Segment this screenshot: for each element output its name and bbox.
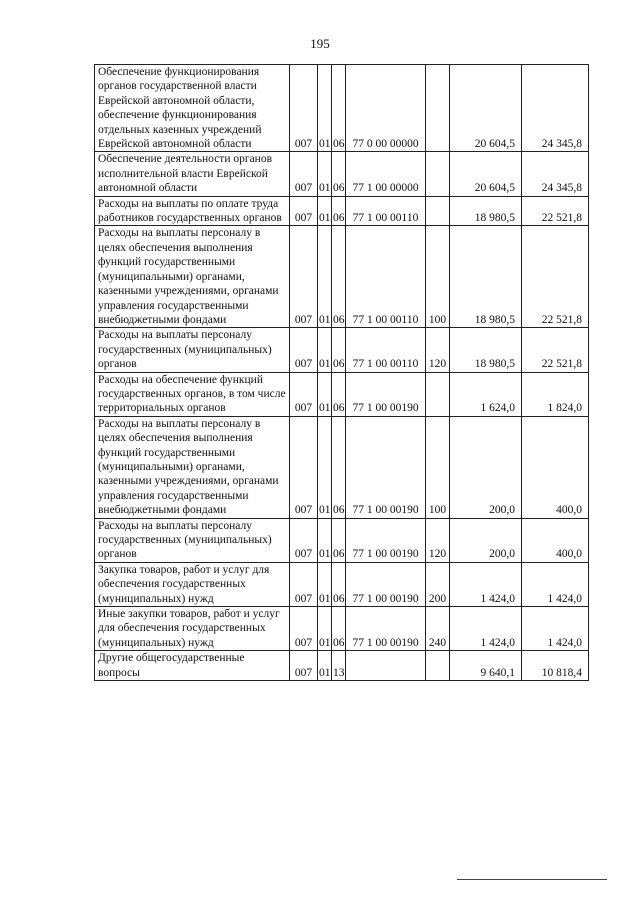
expense-type-code xyxy=(426,152,450,196)
table-row xyxy=(95,607,589,651)
subsection-code: 06 xyxy=(332,562,346,606)
amount-year-2: 22 521,8 xyxy=(522,196,589,226)
expense-type-code: 120 xyxy=(426,518,450,562)
amount-year-1: 1 424,0 xyxy=(450,607,522,651)
amount-year-1: 200,0 xyxy=(450,416,522,518)
expense-type-code xyxy=(426,372,450,416)
target-article-code: 77 1 00 00190 xyxy=(346,372,426,416)
table-row xyxy=(95,226,589,328)
table-row xyxy=(95,518,589,562)
subsection-code: 06 xyxy=(332,518,346,562)
subsection-code: 13 xyxy=(332,651,346,681)
table-row xyxy=(95,196,589,226)
subsection-code: 06 xyxy=(332,226,346,328)
subsection-code: 06 xyxy=(332,65,346,152)
target-article-code: 77 1 00 00190 xyxy=(346,607,426,651)
subsection-code: 06 xyxy=(332,372,346,416)
amount-year-2: 24 345,8 xyxy=(522,152,589,196)
amount-year-1: 1 624,0 xyxy=(450,372,522,416)
row-name: Расходы на выплаты персоналу государственных (муниципальных) органов xyxy=(95,518,290,562)
ministry-code: 007 xyxy=(290,372,318,416)
ministry-code: 007 xyxy=(290,416,318,518)
amount-year-1: 20 604,5 xyxy=(450,65,522,152)
ministry-code: 007 xyxy=(290,226,318,328)
row-name: Другие общегосударственные вопросы xyxy=(95,651,290,681)
target-article-code: 77 1 00 00190 xyxy=(346,562,426,606)
table-row xyxy=(95,562,589,606)
section-code: 01 xyxy=(318,372,332,416)
expense-type-code: 200 xyxy=(426,562,450,606)
ministry-code: 007 xyxy=(290,196,318,226)
section-code: 01 xyxy=(318,226,332,328)
target-article-code: 77 1 00 00000 xyxy=(346,152,426,196)
subsection-code: 06 xyxy=(332,152,346,196)
target-article-code: 77 1 00 00190 xyxy=(346,416,426,518)
amount-year-2: 10 818,4 xyxy=(522,651,589,681)
table-row xyxy=(95,65,589,152)
expense-type-code: 120 xyxy=(426,328,450,372)
ministry-code: 007 xyxy=(290,607,318,651)
ministry-code: 007 xyxy=(290,328,318,372)
section-code: 01 xyxy=(318,651,332,681)
expense-type-code xyxy=(426,65,450,152)
ministry-code: 007 xyxy=(290,518,318,562)
amount-year-2: 22 521,8 xyxy=(522,328,589,372)
expense-type-code xyxy=(426,651,450,681)
section-code: 01 xyxy=(318,152,332,196)
amount-year-1: 20 604,5 xyxy=(450,152,522,196)
ministry-code: 007 xyxy=(290,651,318,681)
expense-type-code: 100 xyxy=(426,226,450,328)
row-name: Закупка товаров, работ и услуг для обеспечения государственных (муниципальных) нужд xyxy=(95,562,290,606)
row-name: Расходы на выплаты персоналу в целях обеспечения выполнения функций государственными (муниципальными) органами, казенными учреждениями, органами управления государственными внебюджетными фондами xyxy=(95,226,290,328)
expense-type-code xyxy=(426,196,450,226)
row-name: Иные закупки товаров, работ и услуг для обеспечения государственных (муниципальных) нужд xyxy=(95,607,290,651)
subsection-code: 06 xyxy=(332,328,346,372)
amount-year-1: 1 424,0 xyxy=(450,562,522,606)
section-code: 01 xyxy=(318,65,332,152)
row-name: Обеспечение деятельности органов исполнительной власти Еврейской автономной области xyxy=(95,152,290,196)
expense-type-code: 240 xyxy=(426,607,450,651)
row-name: Расходы на выплаты персоналу государственных (муниципальных) органов xyxy=(95,328,290,372)
target-article-code: 77 1 00 00110 xyxy=(346,328,426,372)
table-row xyxy=(95,416,589,518)
subsection-code: 06 xyxy=(332,196,346,226)
ministry-code: 007 xyxy=(290,65,318,152)
section-code: 01 xyxy=(318,607,332,651)
target-article-code: 77 1 00 00190 xyxy=(346,518,426,562)
row-name: Обеспечение функционирования органов государственной власти Еврейской автономной области, обеспечение функционирования отдельных казенных учреждений Еврейской автономной области xyxy=(95,65,290,152)
subsection-code: 06 xyxy=(332,416,346,518)
section-code: 01 xyxy=(318,562,332,606)
budget-table xyxy=(94,64,589,681)
subsection-code: 06 xyxy=(332,607,346,651)
amount-year-1: 18 980,5 xyxy=(450,328,522,372)
amount-year-2: 1 424,0 xyxy=(522,607,589,651)
row-name: Расходы на обеспечение функций государственных органов, в том числе территориальных органов xyxy=(95,372,290,416)
table-row xyxy=(95,328,589,372)
section-code: 01 xyxy=(318,196,332,226)
section-code: 01 xyxy=(318,518,332,562)
amount-year-2: 400,0 xyxy=(522,416,589,518)
amount-year-1: 18 980,5 xyxy=(450,196,522,226)
page-number: 195 xyxy=(310,36,330,51)
amount-year-2: 24 345,8 xyxy=(522,65,589,152)
target-article-code: 77 0 00 00000 xyxy=(346,65,426,152)
target-article-code: 77 1 00 00110 xyxy=(346,196,426,226)
section-code: 01 xyxy=(318,328,332,372)
table-row xyxy=(95,651,589,681)
amount-year-2: 400,0 xyxy=(522,518,589,562)
ministry-code: 007 xyxy=(290,562,318,606)
amount-year-1: 18 980,5 xyxy=(450,226,522,328)
target-article-code: 77 1 00 00110 xyxy=(346,226,426,328)
amount-year-2: 1 824,0 xyxy=(522,372,589,416)
row-name: Расходы на выплаты персоналу в целях обеспечения выполнения функций государственными (муниципальными) органами, казенными учреждениями, органами управления государственными внебюджетными фондами xyxy=(95,416,290,518)
amount-year-1: 200,0 xyxy=(450,518,522,562)
footer-line xyxy=(457,879,607,880)
expense-type-code: 100 xyxy=(426,416,450,518)
ministry-code: 007 xyxy=(290,152,318,196)
target-article-code xyxy=(346,651,426,681)
table-row xyxy=(95,372,589,416)
section-code: 01 xyxy=(318,416,332,518)
amount-year-2: 22 521,8 xyxy=(522,226,589,328)
row-name: Расходы на выплаты по оплате труда работников государственных органов xyxy=(95,196,290,226)
amount-year-2: 1 424,0 xyxy=(522,562,589,606)
table-body xyxy=(95,65,589,681)
table-row xyxy=(95,152,589,196)
amount-year-1: 9 640,1 xyxy=(450,651,522,681)
